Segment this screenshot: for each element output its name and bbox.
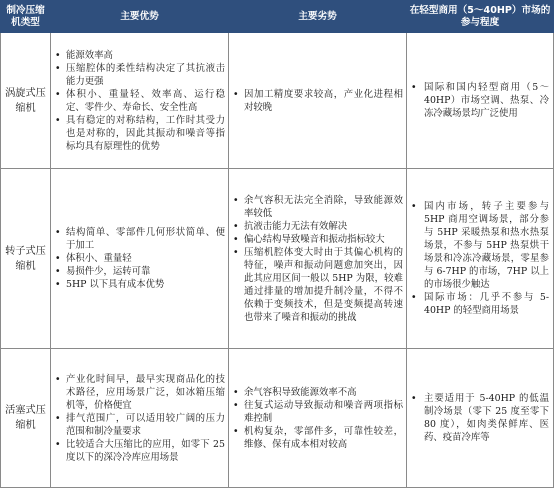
list-item: • 具有稳定的对称结构，工作时其受力也是对称的，因此其振动和噪音等指标均具有原理性的优势: [66, 114, 225, 153]
disadvantages-cell: [229, 169, 407, 349]
list-item: • 比较适合大压缩比的应用，如零下 25 度以下的深冷冷库应用场景: [66, 438, 225, 464]
list-item: • 5HP 以下具有成本优势: [66, 278, 225, 291]
header-disadvantages: 主要劣势: [229, 1, 407, 33]
advantages-cell: [51, 33, 229, 169]
list-item: • 体积小、重量轻: [66, 252, 225, 265]
header-type: 制冷压缩机类型: [1, 1, 51, 33]
table-row: [1, 169, 554, 349]
list-item: • 往复式运动导致振动和噪音两项指标难控制: [244, 399, 403, 425]
list-item: • 国际和国内轻型商用（5～40HP）市场空调、热泵、冷冻冷藏场景均广泛使用: [424, 81, 549, 120]
list-item: • 结构简单、零部件几何形状简单、便于加工: [66, 226, 225, 252]
list-item: • 余气容积导致能源效率不高: [244, 386, 403, 399]
list-item: • 国内市场，转子主要参与 5HP 商用空调场景，部分参与 5HP 采暖热泵和热水热泵场景，不参与 5HP 热泵烘干场景和冷冻冷藏场景，零星参与 6-7HP 的市场，7HP 以上的市场很少触达: [424, 200, 549, 291]
list-item: • 产业化时间早，最早实现商品化的技术路径，应用场景广泛，如冰箱压缩机等，价格便宜: [66, 373, 225, 412]
list-item: • 国际市场：几乎不参与 5-40HP 的轻型商用场景: [424, 291, 549, 317]
disadvantages-cell: [229, 33, 407, 169]
list-item: • 体积小、重量轻、效率高、运行稳定、零件少、寿命长、安全性高: [66, 88, 225, 114]
list-item: • 主要适用于 5-40HP 的低温制冷场景（零下 25 度至零下 80 度），如肉类保鲜库、医药、疫苗冷库等: [424, 392, 549, 444]
list-item: • 因加工精度要求较高，产业化进程相对较晚: [244, 88, 403, 114]
compressor-type-cell: 转子式压缩机: [1, 169, 51, 349]
table-header-row: [1, 1, 554, 33]
list-item: • 压缩腔体的柔性结构决定了其抗液击能力更强: [66, 62, 225, 88]
table-row: [1, 349, 554, 488]
list-item: • 偏心结构导致噪音和振动指标较大: [244, 233, 403, 246]
list-item: • 余气容积无法完全消除，导致能源效率较低: [244, 194, 403, 220]
header-participation: 在轻型商用（5～40HP）市场的参与程度: [407, 1, 554, 33]
list-item: • 抗液击能力无法有效解决: [244, 220, 403, 233]
compressor-type-cell: 涡旋式压缩机: [1, 33, 51, 169]
compressor-type-cell: 活塞式压缩机: [1, 349, 51, 488]
list-item: • 易损件少，运转可靠: [66, 265, 225, 278]
list-item: • 排气范围广，可以适用较广阔的压力范围和制冷量要求: [66, 412, 225, 438]
participation-cell: [407, 33, 554, 169]
header-advantages: 主要优势: [51, 1, 229, 33]
table-row: [1, 33, 554, 169]
disadvantages-cell: [229, 349, 407, 488]
participation-cell: [407, 169, 554, 349]
list-item: • 机构复杂，零部件多，可靠性较差，维修、保有成本相对较高: [244, 425, 403, 451]
list-item: • 压缩机腔体变大时由于其偏心机构的特征，噪声和振动问题愈加突出，因此其应用区间一般以 5HP 为限，较难通过排量的增加提升制冷量，不得不依赖于变频技术，但是变频提高转速也带来了噪音和振动的挑战: [244, 246, 403, 324]
list-item: • 能源效率高: [66, 49, 225, 62]
participation-cell: [407, 349, 554, 488]
advantages-cell: [51, 169, 229, 349]
advantages-cell: [51, 349, 229, 488]
